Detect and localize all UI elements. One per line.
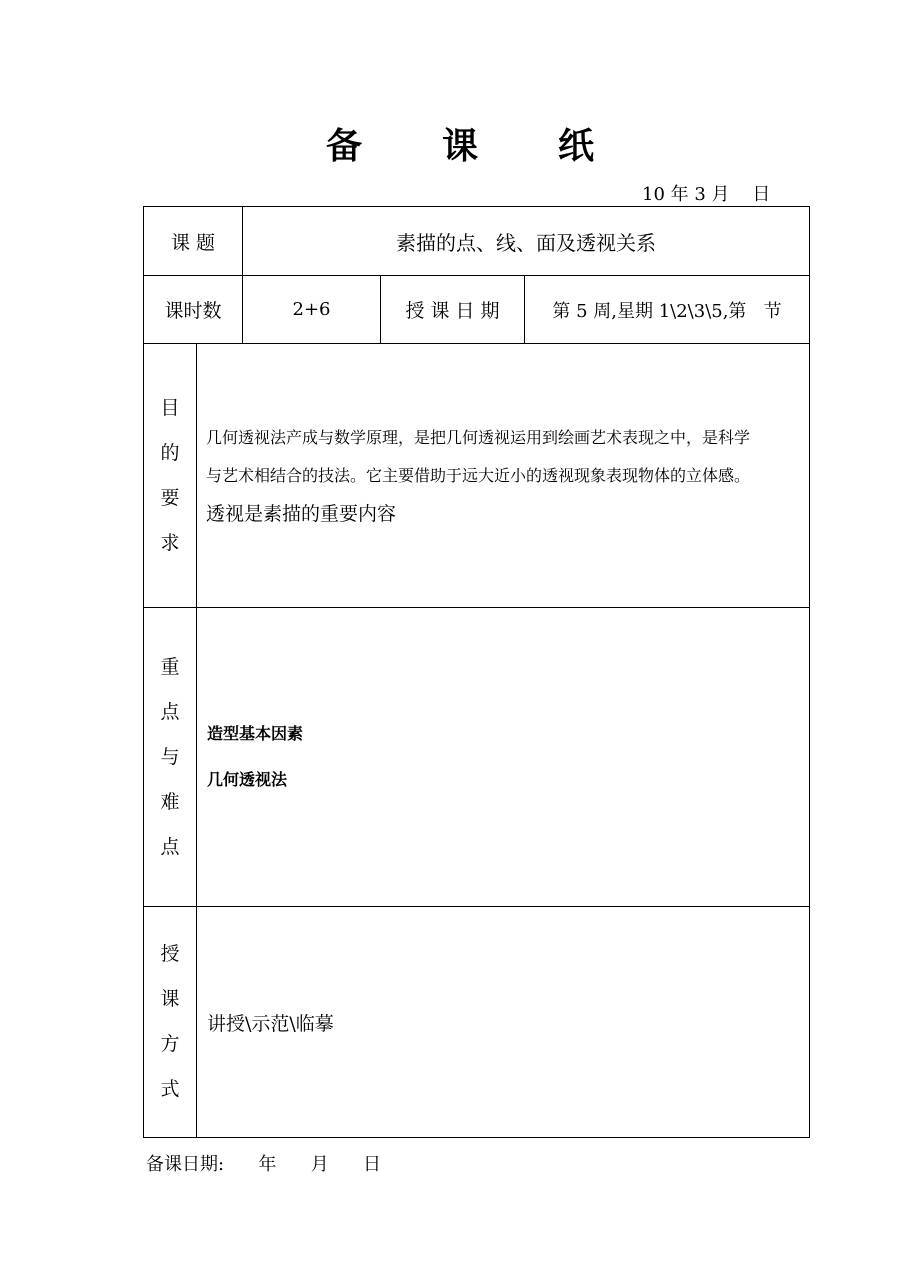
method-content bbox=[196, 906, 810, 1138]
date-value: 第 5 周,星期 1\2\3\5,第 节 bbox=[524, 275, 810, 344]
hours-value: 2+6 bbox=[242, 275, 381, 344]
goals-label bbox=[143, 343, 197, 608]
title-char: 纸 bbox=[558, 125, 595, 167]
key-points-label bbox=[143, 607, 197, 907]
hours-label: 课时数 bbox=[143, 275, 243, 344]
label-char: 点 bbox=[160, 700, 180, 723]
method-label bbox=[143, 906, 197, 1138]
title-char: 课 bbox=[441, 125, 478, 167]
label-char: 要 bbox=[160, 486, 180, 509]
label-char: 方 bbox=[160, 1033, 180, 1055]
label-char: 目 bbox=[160, 396, 180, 419]
title-char: 备 bbox=[325, 125, 362, 167]
label-char: 重 bbox=[160, 655, 180, 678]
document-title bbox=[0, 118, 920, 169]
method-value: 讲授\示范\临摹 bbox=[207, 1012, 334, 1035]
label-char: 课 bbox=[160, 988, 180, 1010]
label-char: 与 bbox=[160, 745, 180, 768]
label-char: 授 bbox=[160, 943, 180, 965]
topic-value: 素描的点、线、面及透视关系 bbox=[242, 206, 810, 276]
goals-line: 几何透视法产成与数学原理，是把几何透视运用到绘画艺术表现之中，是科学 bbox=[206, 427, 751, 447]
key-points-content bbox=[196, 607, 810, 907]
label-char: 难 bbox=[160, 790, 180, 813]
goals-line: 透视是素描的重要内容 bbox=[206, 502, 397, 525]
topic-label: 课 题 bbox=[143, 206, 243, 276]
key-point-line: 造型基本因素 bbox=[207, 724, 304, 743]
goals-line: 与艺术相结合的技法。它主要借助于远大近小的透视现象表现物体的立体感。 bbox=[206, 465, 751, 485]
footer-prep-date: 备课日期: 年 月 日 bbox=[146, 1154, 382, 1175]
goals-content bbox=[196, 343, 810, 608]
label-char: 点 bbox=[160, 835, 180, 858]
label-char: 求 bbox=[160, 531, 180, 554]
date-label: 授 课 日 期 bbox=[380, 275, 525, 344]
header-date: 10 年 3 月 日 bbox=[642, 184, 771, 205]
key-point-line: 几何透视法 bbox=[207, 770, 288, 789]
label-char: 的 bbox=[160, 441, 180, 464]
label-char: 式 bbox=[160, 1078, 180, 1100]
